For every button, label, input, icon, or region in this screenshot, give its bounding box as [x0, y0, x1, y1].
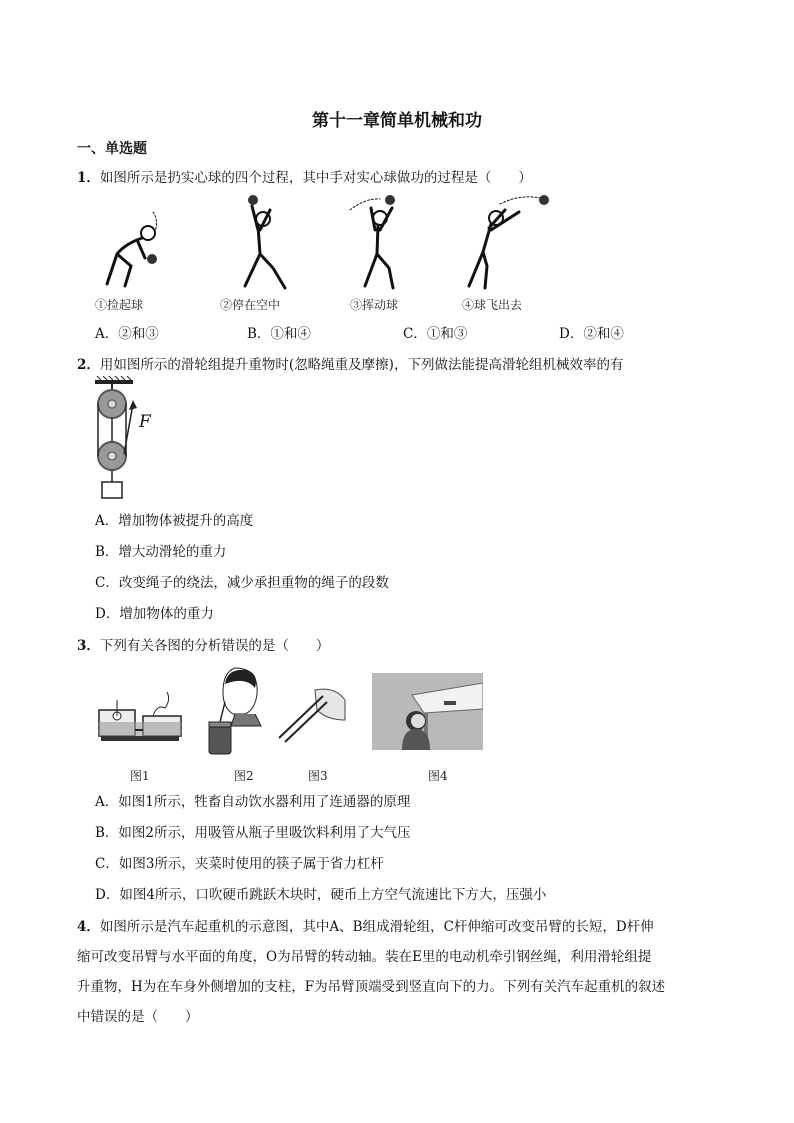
question-3-caption-3: 图3 [308, 769, 328, 783]
question-1-caption-2: ②停在空中 [220, 298, 281, 312]
stick-figure-pick-up [107, 212, 157, 286]
coin-jump-photo [372, 673, 483, 750]
question-4-line-3: 升重物，H为在车身外侧增加的支柱，F为吊臂顶端受到竖直向下的力。下列有关汽车起重机的叙述 [77, 979, 666, 995]
question-1-number: 1． [77, 170, 100, 186]
question-1-option-a: A．②和③ [95, 326, 159, 342]
question-3-caption-4: 图4 [428, 769, 448, 783]
question-1-option-d: D．②和④ [559, 326, 624, 342]
question-3-option-a: A．如图1所示，牲畜自动饮水器利用了连通器的原理 [95, 794, 411, 810]
question-2-number: 2． [77, 357, 100, 373]
question-3-option-d: D．如图4所示，口吹硬币跳跃木块时，硬币上方空气流速比下方大，压强小 [95, 887, 547, 903]
force-label: F [139, 412, 151, 432]
stick-figure-throw [469, 197, 540, 288]
pulley-system-figure [93, 376, 173, 502]
question-1 [77, 166, 532, 186]
question-3-stem: 下列有关各图的分析错误的是（ ） [99, 638, 330, 654]
question-3 [77, 634, 329, 654]
question-1-caption-3: ③挥动球 [350, 298, 399, 312]
section-heading: 一、单选题 [77, 141, 147, 157]
question-1-caption-4: ④球飞出去 [462, 298, 523, 312]
question-2-stem: 用如图所示的滑轮组提升重物时(忽略绳重及摩擦)，下列做法能提高滑轮组机械效率的有 [99, 357, 624, 373]
question-3-option-b: B．如图2所示，用吸管从瓶子里吸饮料利用了大气压 [95, 825, 411, 841]
chopsticks-figure [275, 680, 347, 744]
question-3-number: 3． [77, 638, 100, 654]
stick-figure-holding [245, 206, 285, 288]
question-4-line-2: 缩可改变吊臂与水平面的角度，O为吊臂的转动轴。装在E里的电动机牵引钢丝绳，利用滑轮组提 [77, 949, 652, 965]
question-2-option-b: B．增大动滑轮的重力 [95, 544, 227, 560]
ball-icon [385, 195, 395, 205]
question-3-caption-1: 图1 [130, 769, 150, 783]
ball-icon [147, 254, 157, 264]
question-1-option-b: B．①和④ [247, 326, 311, 342]
question-1-caption-1: ①捡起球 [95, 298, 144, 312]
question-4-number: 4． [77, 919, 100, 935]
question-1-figure [95, 192, 565, 292]
page-title: 第十一章简单机械和功 [312, 111, 482, 131]
question-3-caption-2: 图2 [234, 769, 254, 783]
drinking-straw-figure [205, 664, 265, 756]
question-2 [77, 353, 623, 373]
question-4-stem-1: 如图所示是汽车起重机的示意图，其中A、B组成滑轮组，C杆伸缩可改变吊臂的长短，D杆伸 [99, 919, 654, 935]
ball-icon [539, 195, 549, 205]
question-4-line-4: 中错误的是（ ） [77, 1009, 199, 1025]
stick-figure-swing [350, 199, 393, 288]
question-1-stem: 如图所示是扔实心球的四个过程，其中手对实心球做功的过程是（ ） [99, 170, 532, 186]
question-4-line-1 [77, 915, 654, 935]
question-2-option-d: D．增加物体的重力 [95, 606, 214, 622]
ball-icon [248, 195, 258, 205]
question-2-option-a: A．增加物体被提升的高度 [95, 513, 254, 529]
question-3-option-c: C．如图3所示，夹菜时使用的筷子属于省力杠杆 [95, 856, 384, 872]
weight-box [102, 482, 122, 498]
question-2-option-c: C．改变绳子的绕法，减少承担重物的绳子的段数 [95, 575, 389, 591]
water-trough-figure [95, 686, 185, 746]
question-1-option-c: C．①和③ [403, 326, 468, 342]
